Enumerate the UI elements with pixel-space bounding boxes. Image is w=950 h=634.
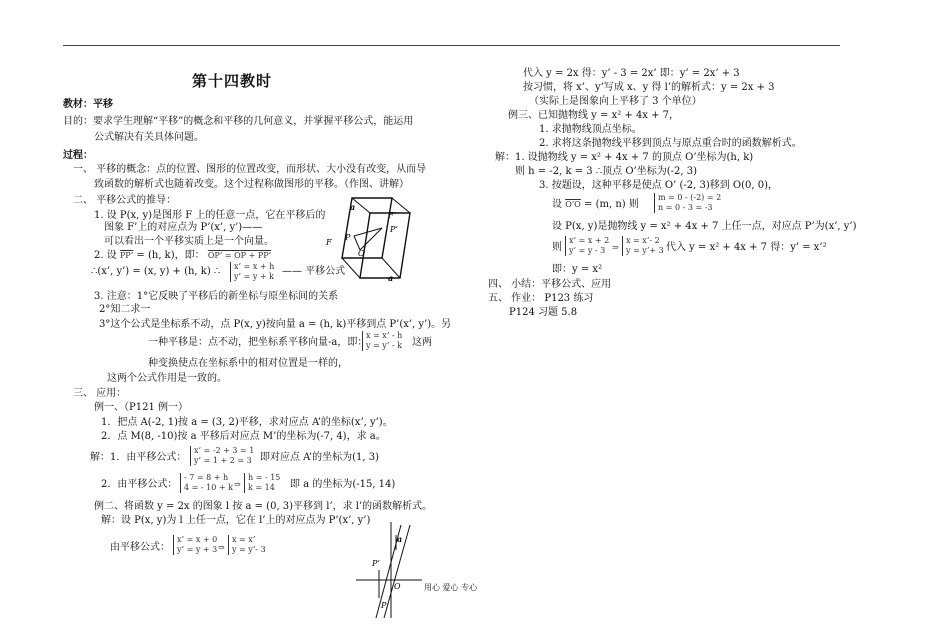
example-three-system-2: x = x’- 2 y = y’+ 3: [622, 236, 664, 256]
right-line-3: （实际上是图象向上平移了 3 个单位）: [529, 96, 702, 107]
derivation-step-1: 1. 设 P(x, y)是图形 F 上的任意一点，它在平移后的: [94, 210, 326, 221]
f-label: F: [326, 238, 332, 247]
p-prime-label-2: P’: [372, 559, 380, 568]
homework-line-2: P124 习题 5.8: [509, 307, 578, 318]
process-heading: 过程：: [63, 150, 93, 161]
implies-arrow-3: ⇒: [612, 243, 619, 252]
note-2: 2°知二求一: [99, 304, 151, 315]
section-one-cont: 致函数的解析式也随着改变。这个过程称做图形的平移。（作图、讲解）: [94, 179, 409, 190]
example-two-heading: 例二、将函数 y = 2x 的图象 l 按 a = (0, 3)平移到 l’，求 l’的函数解析式。: [94, 501, 433, 512]
solution-1-system: x’ = -2 + 3 = 1 y’ = 1 + 2 = 3: [190, 446, 254, 466]
objective-line: 目的：要求学生理解“平移”的概念和平移的几何意义，并掌握平移公式，能运用: [63, 116, 414, 127]
solution-2-system: - 7 = 8 + h 4 = - 10 + k: [180, 473, 233, 493]
line-translation-figure: [356, 520, 426, 620]
homework-line: 五、 作业： P123 练习: [488, 293, 594, 304]
implies-arrow-2: ⇒: [218, 543, 225, 552]
example-two-system-1: x’ = x + 0 y’ = y + 3: [173, 535, 217, 555]
note-3: 3°这个公式是坐标系不动，点 P(x, y)按向量 a = (h, k)平移到点 P’(x’, y’)。另: [99, 319, 452, 330]
f-prime-label: F’: [388, 211, 397, 220]
example-three-system-1: x’ = x + 2 y’ = y - 3: [565, 236, 609, 256]
example-three-result: 即：y = x²: [552, 264, 603, 275]
example-three-sol-1: 解：1. 设抛物线 y = x² + 4x + 7 的顶点 O’坐标为(h, k): [495, 152, 754, 163]
derivation-step-1-cont: 图象 F’上的对应点为 P’(x’, y’)——: [104, 222, 263, 233]
example-three-heading: 例三、已知抛物线 y = x² + 4x + 7，: [508, 110, 680, 121]
vector-a-label-2: a: [388, 273, 394, 283]
solution-2-label: 2．由平移公式：: [101, 479, 178, 490]
formula-system: x’ = x + h y’ = y + k: [230, 262, 274, 282]
example-three-q1: 1. 求抛物线顶点坐标。: [539, 124, 642, 135]
example-one-q1: 1．把点 A(-2, 1)按 a = (3, 2)平移，求对应点 A’的坐标(x’, y’)。: [101, 417, 393, 428]
vector-oo-line: 设 O’O = (m, n) 则: [552, 199, 639, 210]
p-label-2: P: [381, 601, 387, 610]
note-3-cont2: 种变换使点在坐标系中的相对位置是一样的，: [148, 358, 348, 369]
note-step-3: 3. 注意：1°它反映了平移后的新坐标与原坐标间的关系: [94, 291, 339, 302]
implies-arrow: ⇒: [234, 480, 241, 489]
solution-1-label: 解：1．由平移公式：: [90, 452, 187, 463]
mn-system: m = 0 - (-2) = 2 n = 0 - 3 = -3: [654, 193, 721, 213]
page-footer: 用心 爱心 专心: [424, 583, 478, 592]
example-three-sol-4: 设 P(x, y)是抛物线 y = x² + 4x + 7 上任一点，对应点 P’为(x’, y’): [552, 221, 857, 232]
example-one-heading: 例一、（P121 例一）: [94, 402, 188, 413]
vector-a-label: a: [350, 202, 356, 212]
section-one-line: 一、 平移的概念：点的位置、图形的位置改变，而形状、大小没有改变，从而导: [73, 164, 427, 175]
example-three-sol-3: 3. 按题设，这种平移是使点 O’ (-2, 3)移到 O(0, 0)，: [539, 180, 778, 191]
example-three-q2: 2. 求将这条抛物线平移到顶点与原点重合时的函数解析式。: [539, 138, 802, 149]
p-prime-label: P’: [390, 225, 398, 234]
example-three-sol-5-label: 则: [552, 242, 562, 253]
solution-1-result: 即对应点 A’的坐标为(1, 3): [260, 452, 379, 463]
vector-a-label-3: a: [397, 534, 403, 544]
vector-sum-line: ∴(x’, y’) = (x, y) + (h, k) ∴: [91, 266, 221, 277]
example-one-q2: 2．点 M(8, -10)按 a 平移后对应点 M’的坐标为(-7, 4)，求 a。: [101, 431, 386, 442]
right-line-2: 按习惯，将 x’、y’写成 x、y 得 l’的解析式：y = 2x + 3: [523, 82, 775, 93]
derivation-step-2: 2. 设 PP’ = (h, k)，即： OP’ = OP + PP’: [94, 250, 272, 261]
objective-line-cont: 公式解决有关具体问题。: [94, 132, 204, 143]
header-rule: [63, 45, 840, 46]
note-3-cont3: 这两个公式作用是一致的。: [107, 373, 227, 384]
origin-label: O: [358, 249, 365, 258]
derivation-step-1-note: 可以看出一个平移实质上是一个向量。: [104, 236, 274, 247]
section-three-heading: 三、 应用：: [73, 388, 127, 399]
example-two-system-2: x = x’ y = y’- 3: [228, 535, 266, 555]
summary-line: 四、 小结：平移公式、应用: [488, 279, 612, 290]
material-line: 教材：平移: [63, 99, 113, 110]
p-label: P: [345, 233, 351, 242]
formula-label: —— 平移公式: [282, 266, 346, 277]
translation-figure: [320, 188, 420, 288]
example-three-sol-2: 则 h = -2, k = 3 ∴顶点 O’坐标为(-2, 3): [515, 166, 697, 177]
example-two-formula-label: 由平移公式：: [110, 542, 170, 553]
section-two-heading: 二、 平移公式的推导：: [73, 195, 177, 206]
inverse-formula-system: x = x’ - h y = y’ - k: [362, 331, 402, 351]
solution-2-result: 即 a 的坐标为(-15, 14): [290, 479, 396, 490]
lesson-title: 第十四教时: [192, 72, 273, 90]
example-three-sol-5: 代入 y = x² + 4x + 7 得：y’ = x’²: [666, 242, 827, 253]
origin-label-2: O: [394, 582, 401, 591]
note-3-tail: 这两: [412, 337, 432, 348]
solution-2-result-system: h = - 15 k = 14: [244, 473, 280, 493]
note-3-cont: 一种平移是：点不动，把坐标系平移向量-a，即：: [148, 337, 368, 348]
right-line-1: 代入 y = 2x 得：y’ - 3 = 2x’ 即：y’ = 2x’ + 3: [523, 68, 740, 79]
example-two-solution: 解：设 P(x, y)为 l 上任一点，它在 l’上的对应点为 P’(x’, y’): [101, 515, 371, 526]
